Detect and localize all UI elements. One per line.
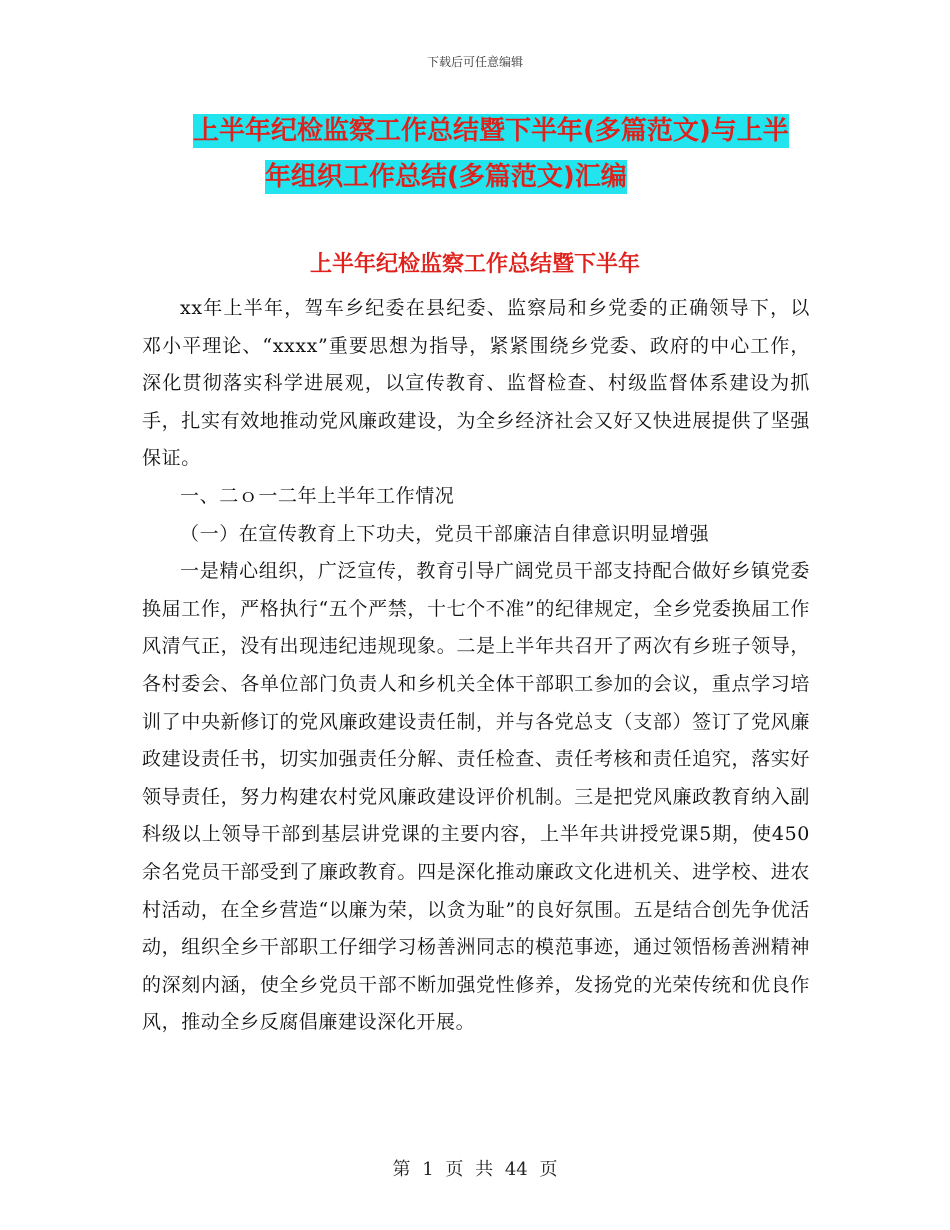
heading-level-2: （一）在宣传教育上下功夫，党员干部廉洁自律意识明显增强 (180, 522, 710, 545)
paragraph-detail: 一是精心组织，广泛宣传，教育引导广阔党员干部支持配合做好乡镇党委换届工作，严格执行“五个严禁，十七个不准”的纪律规定，全乡党委换届工作风清气正，没有出现违纪违规现象。二是上半年共召开了两次有乡班子领导，各村委会、各单位部门负责人和乡机关全体干部职工参加的会议，重点学习培训了中央新修订的党风廉政建设责任制，并与各党总支（支部）签订了党风廉政建设责任书，切实加强责任分解、责任检查、责任考核和责任追究，落实好领导责任，努力构建农村党风廉政建设评价机制。三是把党风廉政教育纳入副科级以上领导干部到基层讲党课的主要内容，上半年共讲授党课5期，使450余名党员干部受到了廉政教育。四是深化推动廉政文化进机关、进学校、进农村活动，在全乡营造“以廉为荣，以贪为耻”的良好氛围。五是结合创先争优活动，组织全乡干部职工仔细学习杨善洲同志的模范事迹，通过领悟杨善洲精神的深刻内涵，使全乡党员干部不断加强党性修养，发扬党的光荣传统和优良作风，推动全乡反腐倡廉建设深化开展。 (142, 560, 810, 1034)
main-title-line-1: 上半年纪检监察工作总结暨下半年(多篇范文)与上半 (193, 116, 789, 146)
heading-level-1: 一、二ｏ一二年上半年工作情况 (180, 484, 455, 507)
header-note: 下载后可任意编辑 (426, 55, 523, 69)
paragraph-intro: xx年上半年，驾车乡纪委在县纪委、监察局和乡党委的正确领导下，以邓小平理论、“xxxx”重要思想为指导，紧紧围绕乡党委、政府的中心工作，深化贯彻落实科学进展观，以宣传教育、监督检查、村级监督体系建设为抓手，扎实有效地推动党风廉政建设，为全乡经济社会又好又快进展提供了坚强保证。 (142, 297, 810, 470)
main-title (145, 108, 825, 200)
main-title-line-2: 年组织工作总结(多篇范文)汇编 (265, 162, 627, 192)
body-text (142, 290, 810, 1042)
page-footer: 第 1 页 共 44 页 (392, 1159, 558, 1180)
section-title: 上半年纪检监察工作总结暨下半年 (309, 252, 640, 277)
